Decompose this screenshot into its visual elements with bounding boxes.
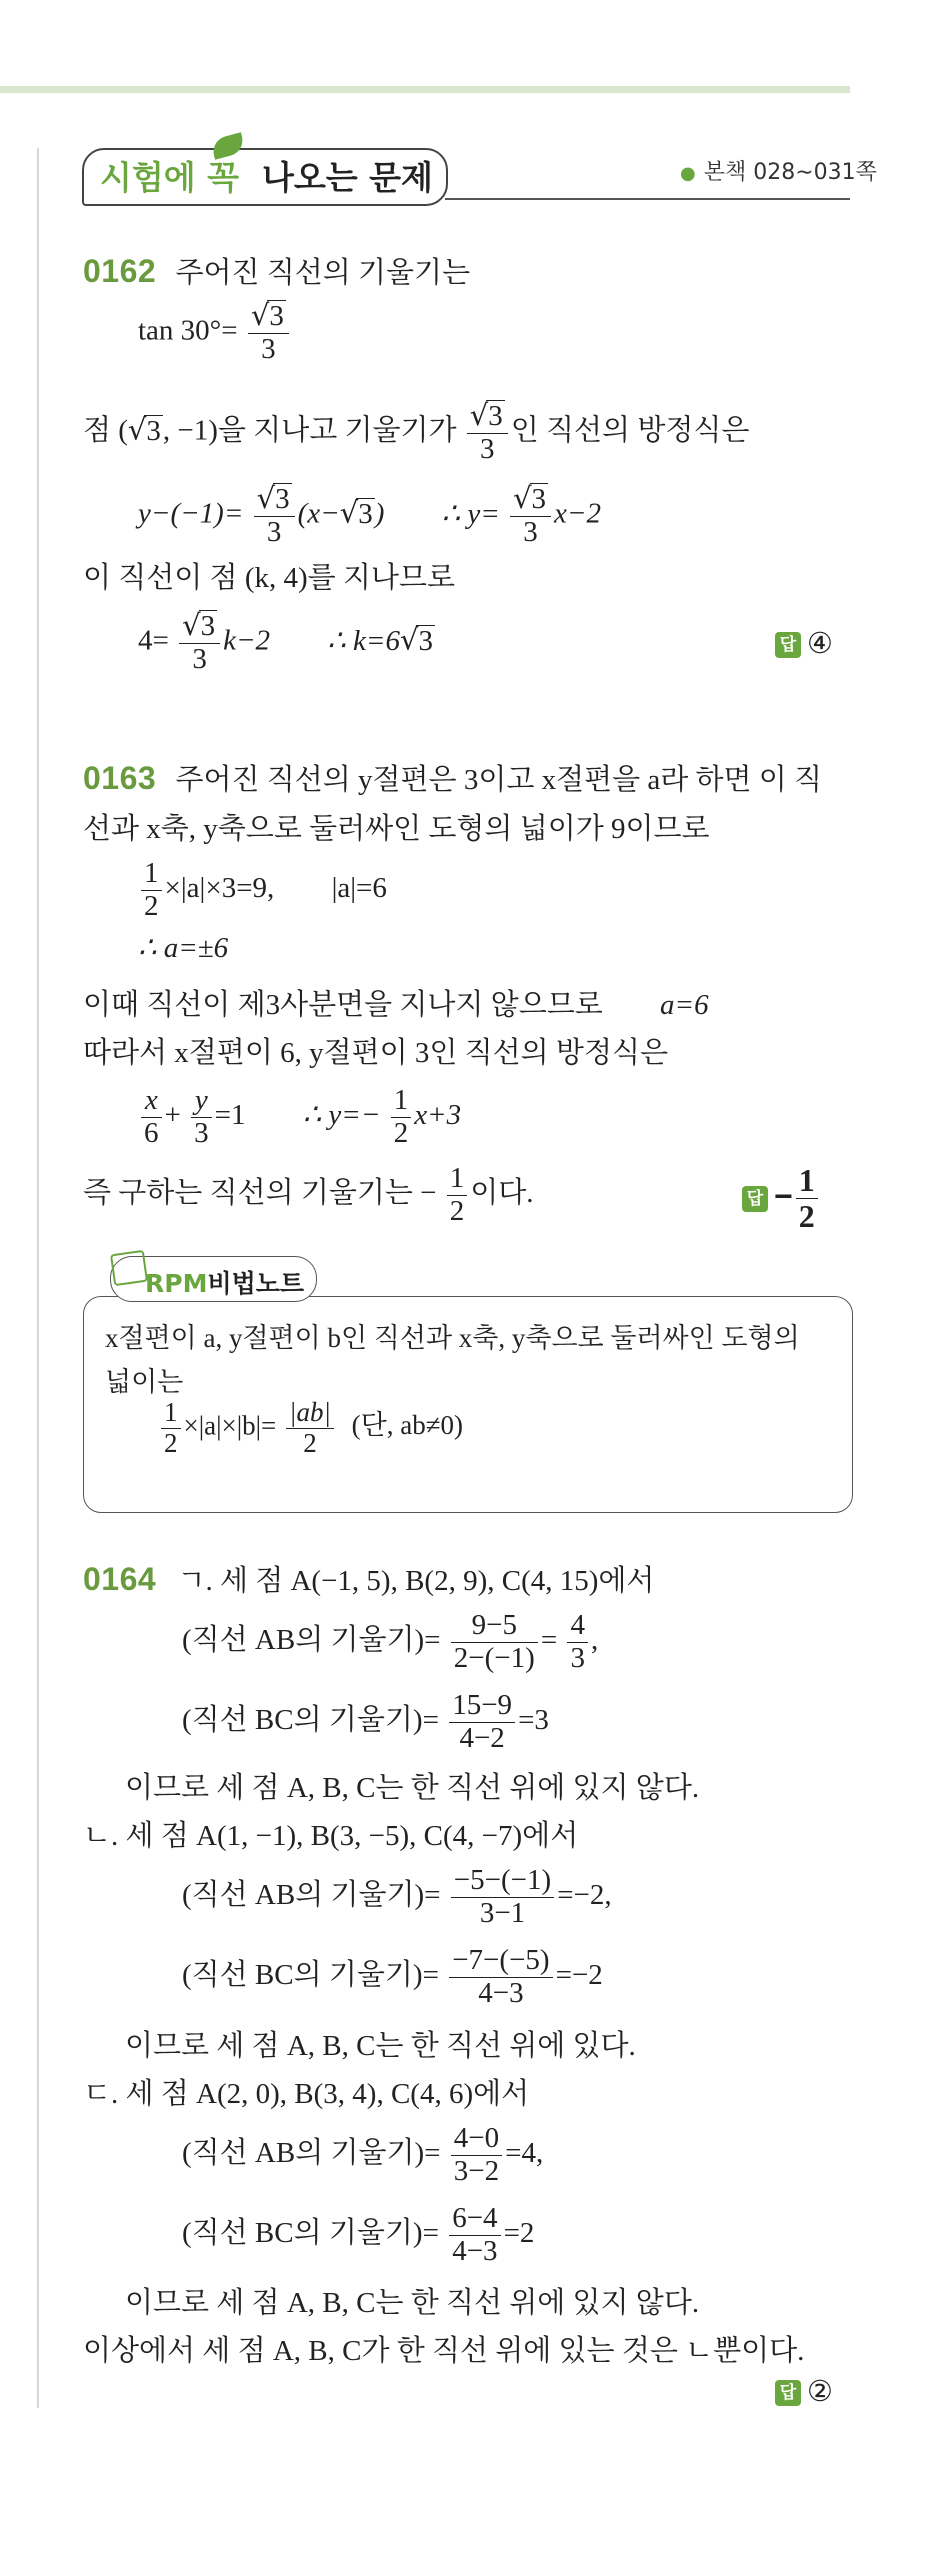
note-line2 (105, 1360, 183, 1399)
text: =−2, (557, 1879, 612, 1912)
text: ㄴ. 세 점 A(1, −1), B(3, −5), C(4, −7)에서 (83, 1820, 579, 1852)
text: 즉 구하는 직선의 기울기는 − (83, 1177, 437, 1210)
problem-0163-line7 (138, 1085, 461, 1150)
text: ∴ y=− (302, 1099, 381, 1132)
text: (직선 AB의 기울기)= (182, 1624, 441, 1657)
text: ∴ k=6 (327, 624, 400, 657)
text: RPM (145, 1269, 208, 1298)
text: =2 (503, 2217, 535, 2250)
numerator: y (191, 1085, 212, 1118)
text: ∴ y= (441, 497, 500, 530)
text: 따라서 x절편이 6, y절편이 3인 직선의 방정식은 (83, 1037, 668, 1069)
text: x−2 (554, 497, 601, 530)
text: 넓이는 (105, 1367, 184, 1397)
fraction (449, 1690, 515, 1755)
fraction (449, 2203, 500, 2268)
numerator: 9−5 (451, 1610, 538, 1643)
answer-sign: − (774, 1178, 793, 1215)
text: =3 (518, 1704, 549, 1737)
text: 이므로 세 점 A, B, C는 한 직선 위에 있다. (125, 2030, 636, 2062)
bullet-icon: ● (680, 163, 696, 184)
fraction (451, 1610, 538, 1675)
text: ×|a|×|b|= (183, 1410, 277, 1441)
numerator: 4 (567, 1610, 588, 1643)
0164-c-bc (182, 2203, 534, 2268)
text: 인 직선의 방정식은 (510, 414, 750, 447)
fraction (191, 1085, 212, 1150)
header-title-dark: 나오는 문제 (262, 158, 433, 197)
text: (단, ab≠0) (351, 1410, 464, 1441)
top-divider (0, 86, 850, 93)
fraction: $\frac{√3}{3}$ (179, 610, 220, 676)
denominator: 2 (798, 1198, 815, 1235)
text: x절편이 a, y절편이 b인 직선과 x축, y축으로 둘러싸인 도형의 (105, 1323, 800, 1353)
fraction: $\frac{√3}{3}$ (248, 300, 289, 366)
page-reference (680, 155, 877, 186)
answer-fraction (796, 1163, 818, 1234)
denominator: 4−2 (459, 1721, 505, 1754)
numerator: 15−9 (449, 1690, 515, 1723)
answer-value: ② (807, 2376, 833, 2408)
numerator: −7−(−5) (449, 1945, 552, 1978)
text: ㄱ. 세 점 A(−1, 5), B(2, 9), C(4, 15)에서 (177, 1565, 655, 1597)
text: a=6 (660, 989, 709, 1021)
numerator: 1 (391, 1085, 412, 1118)
denominator: 3−2 (453, 2154, 500, 2187)
text: ×|a|×3=9, (164, 872, 275, 905)
text: ㄷ. 세 점 A(2, 0), B(3, 4), C(4, 6)에서 (83, 2078, 530, 2110)
left-margin-rule (37, 148, 39, 2408)
text: (x− (297, 497, 340, 530)
text: (직선 BC의 기울기)= (182, 1959, 439, 1992)
denominator: 3 (261, 332, 276, 365)
text: 비법노트 (207, 1269, 305, 1298)
numerator: 1 (447, 1163, 468, 1196)
text: = (540, 1624, 558, 1657)
denominator: 2 (144, 889, 159, 922)
numerator: 6−4 (449, 2203, 500, 2236)
problem-number: 0164 (83, 1561, 157, 1597)
fraction: $\frac{√3}{3}$ (467, 400, 508, 466)
problem-0162-line1 (83, 250, 470, 291)
note-line1 (105, 1316, 800, 1355)
problem-0163-line2 (83, 806, 710, 847)
fraction (451, 1865, 554, 1930)
fraction (161, 1398, 181, 1458)
numerator: 1 (161, 1398, 181, 1429)
text: (직선 AB의 기울기)= (182, 2137, 441, 2170)
answer-badge: 답 (775, 2380, 801, 2406)
problem-0162-line4: y−(−1)= $\frac{√3}{3}$ (x−√3) ∴ y= $\frac{√3}{3}$ x−2 (138, 481, 601, 548)
text: =1 (214, 1099, 246, 1132)
problem-0163-line5 (83, 982, 709, 1023)
text: 이상에서 세 점 A, B, C가 한 직선 위에 있는 것은 ㄴ뿐이다. (83, 2335, 805, 2367)
answer-badge: 답 (742, 1186, 768, 1212)
text: (직선 AB의 기울기)= (182, 1879, 441, 1912)
answer-value: ④ (807, 628, 833, 660)
denominator: 3 (480, 432, 495, 465)
denominator: 2 (303, 1427, 317, 1458)
fraction (141, 858, 162, 923)
text: 이때 직선이 제3사분면을 지나지 않으므로 (83, 989, 603, 1021)
pencil-icon (110, 1250, 148, 1286)
problem-0163-line4 (138, 930, 228, 965)
problem-0163-line3 (138, 858, 387, 923)
answer-0162 (775, 626, 833, 661)
denominator: 2 (393, 1116, 409, 1149)
text: 주어진 직선의 기울기는 (175, 257, 471, 289)
fraction (286, 1398, 334, 1458)
problem-0162-line3: 점 (√3, −1)을 지나고 기울기가 $\frac{√3}{3}$ 인 직선의 방정식은 (83, 398, 750, 465)
text: ∴ a=±6 (138, 932, 229, 964)
numerator: x (141, 1085, 162, 1118)
denominator: 3 (570, 1641, 585, 1674)
problem-0163-line6 (83, 1030, 668, 1071)
0164-b-ab (182, 1865, 612, 1930)
text: , −1)을 지나고 기울기가 (162, 414, 457, 447)
fraction (451, 2123, 502, 2188)
numerator: 1 (141, 858, 162, 891)
text: 이 직선이 점 (k, 4)를 지나므로 (83, 562, 455, 594)
denominator: 2−(−1) (453, 1641, 535, 1674)
problem-0164-line1 (83, 1558, 654, 1599)
text: , (590, 1624, 599, 1657)
text: 이다. (470, 1177, 534, 1210)
problem-0162-line5 (83, 555, 455, 596)
note-line3 (158, 1398, 463, 1458)
text: y−(−1)= (138, 497, 244, 530)
numerator: 1 (796, 1163, 818, 1199)
fraction (447, 1163, 468, 1228)
rpm-note-title (145, 1264, 304, 1300)
denominator: 3 (523, 515, 538, 548)
denominator: 2 (164, 1427, 178, 1458)
0164-c-ab (182, 2123, 543, 2188)
header-title-green: 시험에 꼭 (100, 158, 240, 197)
problem-number: 0162 (83, 253, 157, 289)
text: |a|=6 (331, 872, 387, 905)
text: 선과 x축, y축으로 둘러싸인 도형의 넓이가 9이므로 (83, 813, 710, 845)
page-reference-text: 본책 028∼031쪽 (703, 160, 877, 185)
0164-a-ab (182, 1610, 598, 1675)
denominator: 3 (194, 1116, 209, 1149)
text: 주어진 직선의 y절편은 3이고 x절편을 a라 하면 이 직 (175, 764, 823, 796)
text: x+3 (414, 1099, 462, 1132)
text: + (164, 1099, 181, 1132)
fraction (141, 1085, 162, 1150)
text: 이므로 세 점 A, B, C는 한 직선 위에 있지 않다. (125, 2287, 700, 2319)
denominator: 6 (144, 1116, 159, 1149)
denominator: 2 (449, 1194, 465, 1227)
text: =4, (505, 2137, 544, 2170)
text: 점 ( (83, 414, 128, 447)
0164-b-head (83, 1813, 578, 1854)
answer-badge: 답 (775, 632, 801, 658)
denominator: 3 (192, 642, 207, 675)
0164-a-bc (182, 1690, 549, 1755)
0164-final (83, 2328, 804, 2369)
0164-b-bc (182, 1945, 603, 2010)
fraction (391, 1085, 412, 1150)
answer-0163 (742, 1163, 821, 1234)
answer-0164 (775, 2374, 833, 2409)
fraction (567, 1610, 588, 1675)
0164-c-conclusion (125, 2280, 699, 2321)
text: k−2 (223, 624, 271, 657)
section-header (82, 140, 452, 208)
problem-0162-line2 (138, 300, 292, 366)
0164-a-conclusion (125, 1765, 699, 1806)
text: ) (374, 497, 385, 530)
denominator: 3 (266, 515, 282, 548)
text: 이므로 세 점 A, B, C는 한 직선 위에 있지 않다. (125, 1772, 700, 1804)
numerator: −5−(−1) (451, 1865, 554, 1898)
problem-0163-line8 (83, 1163, 534, 1228)
fraction (449, 1945, 552, 2010)
problem-0162-line6: 4= $\frac{√3}{3}$ k−2 ∴ k=6√3 (138, 608, 433, 675)
fraction: $\frac{√3}{3}$ (254, 483, 295, 549)
text: (직선 BC의 기울기)= (182, 2217, 439, 2250)
fraction: $\frac{√3}{3}$ (510, 483, 551, 549)
0164-b-conclusion (125, 2023, 636, 2064)
text: =−2 (555, 1959, 603, 1992)
problem-number: 0163 (83, 760, 157, 796)
text: 4= (138, 624, 169, 657)
denominator: 4−3 (478, 1976, 524, 2009)
text: tan 30°= (138, 314, 238, 347)
header-underline (445, 198, 850, 200)
problem-0163-line1 (83, 757, 822, 798)
numerator: 4−0 (451, 2123, 502, 2156)
numerator: |ab| (286, 1398, 334, 1429)
0164-c-head (83, 2071, 529, 2112)
text: (직선 BC의 기울기)= (182, 1704, 439, 1737)
denominator: 3−1 (479, 1896, 526, 1929)
denominator: 4−3 (452, 2234, 498, 2267)
